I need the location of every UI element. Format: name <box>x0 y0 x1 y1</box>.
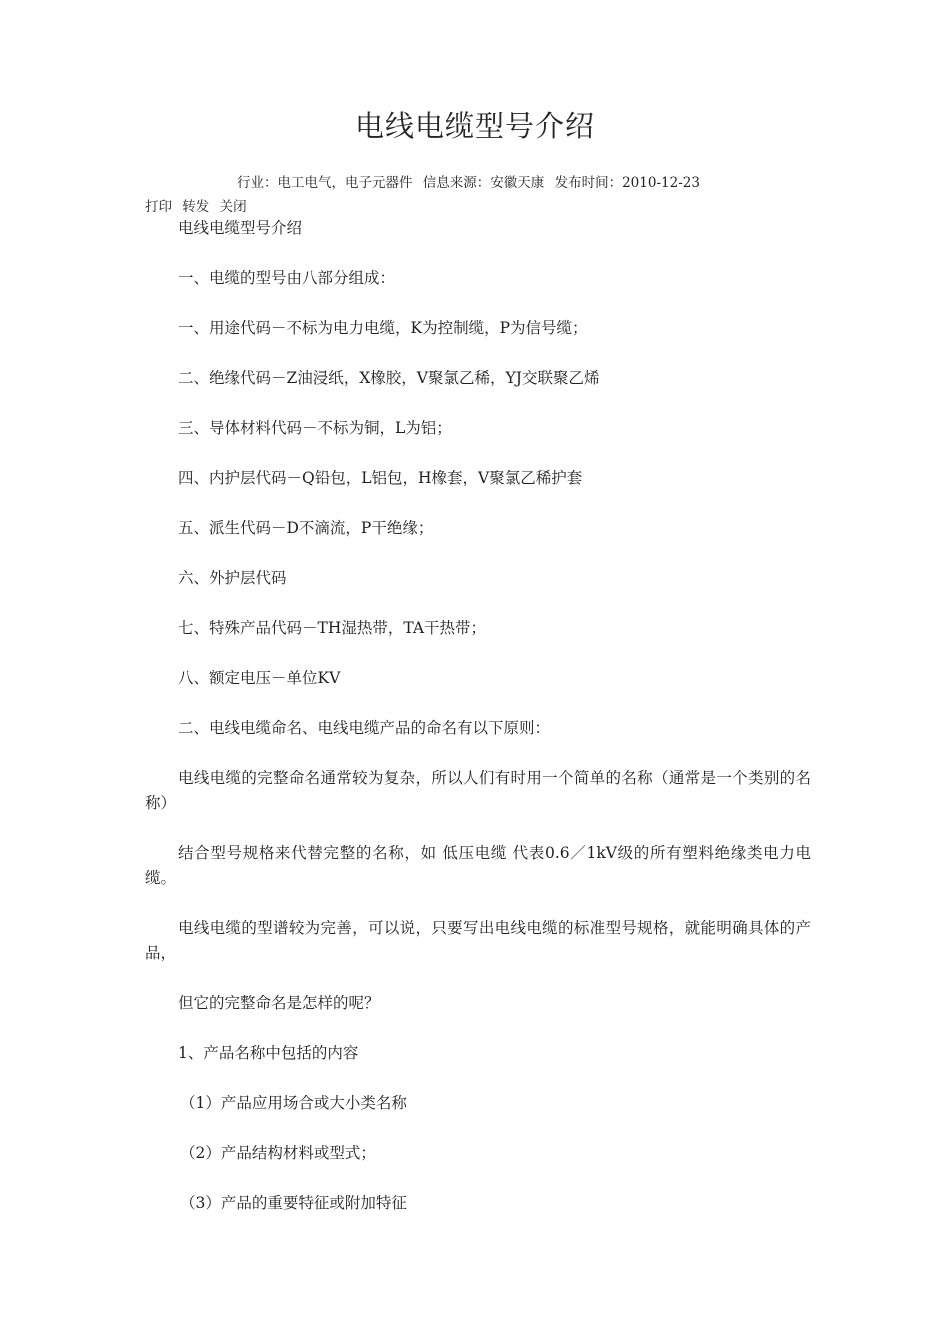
paragraph: 八、额定电压－单位KV <box>178 669 341 687</box>
close-link[interactable]: 关闭 <box>219 199 247 215</box>
meta-industry: 行业：电工电气，电子元器件 <box>237 175 413 191</box>
paragraph: 三、导体材料代码－不标为铜，L为铝； <box>178 419 452 437</box>
paragraph: （1）产品应用场合或大小类名称 <box>180 1094 407 1112</box>
meta-source: 信息来源：安徽天康 <box>422 175 545 191</box>
paragraph: （2）产品结构材料或型式； <box>180 1144 376 1162</box>
paragraph: （3）产品的重要特征或附加特征 <box>180 1194 407 1212</box>
paragraph: 二、绝缘代码－Z油浸纸，X橡胶，V聚氯乙稀，YJ交联聚乙烯 <box>178 369 600 387</box>
forward-link[interactable]: 转发 <box>182 199 210 215</box>
paragraph: 电线电缆型号介绍 <box>178 219 303 237</box>
paragraph: 四、内护层代码－Q铅包，L铝包，H橡套，V聚氯乙稀护套 <box>178 469 583 487</box>
paragraph: 但它的完整命名是怎样的呢？ <box>178 994 380 1012</box>
paragraph: 1、产品名称中包括的内容 <box>178 1044 359 1062</box>
paragraph: 七、特殊产品代码－TH湿热带，TA干热带； <box>178 619 487 637</box>
paragraph: 结合型号规格来代替完整的名称，如 低压电缆 代表0.6／1kV级的所有塑料绝缘类电力电缆。 <box>145 844 811 887</box>
article-body <box>145 216 811 1241</box>
print-link[interactable]: 打印 <box>145 199 172 215</box>
paragraph: 一、电缆的型号由八部分组成： <box>178 269 396 287</box>
paragraph: 电线电缆的型谱较为完善，可以说，只要写出电线电缆的标准型号规格，就能明确具体的产品， <box>145 919 811 962</box>
meta-date: 发布时间：2010-12-23 <box>554 175 700 191</box>
paragraph: 二、电线电缆命名、电线电缆产品的命名有以下原则： <box>178 719 551 737</box>
paragraph: 六、外护层代码 <box>178 569 287 587</box>
page-title: 电线电缆型号介绍 <box>354 109 595 143</box>
paragraph: 五、派生代码－D不滴流，P干绝缘； <box>178 519 434 537</box>
paragraph: 电线电缆的完整命名通常较为复杂，所以人们有时用一个简单的名称（通常是一个类别的名称） <box>145 769 811 812</box>
paragraph: 一、用途代码－不标为电力电缆，K为控制缆，P为信号缆； <box>178 319 588 337</box>
article-actions <box>145 195 253 215</box>
article-meta <box>237 171 706 191</box>
